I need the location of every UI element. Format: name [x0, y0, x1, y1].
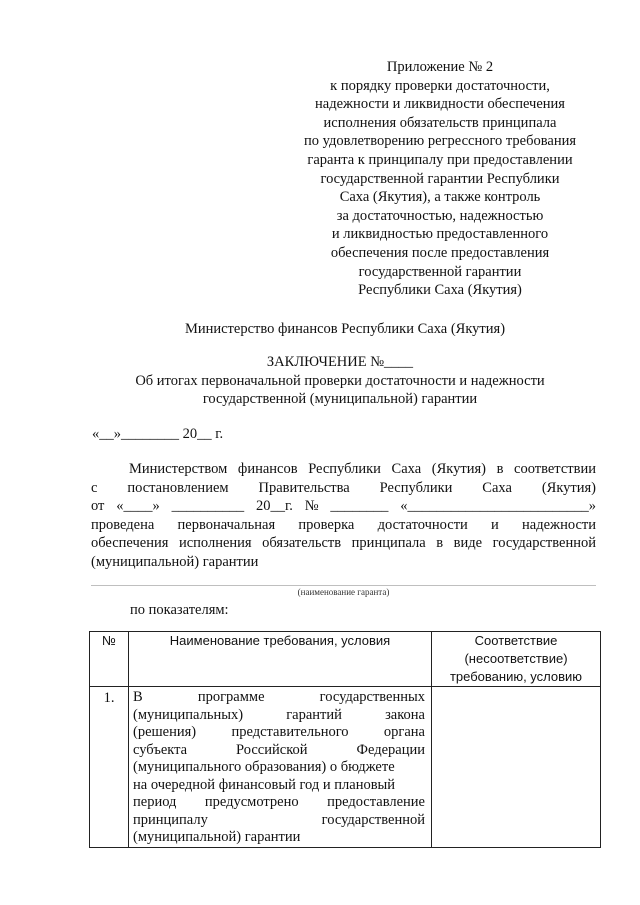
guarantor-caption: (наименование гаранта) — [297, 587, 390, 597]
word: государственных — [319, 689, 425, 705]
word: «____» — [116, 498, 160, 515]
word: постановлением — [127, 479, 229, 496]
appendix-line: Саха (Якутия), а также контроль — [339, 189, 541, 206]
word: предоставление — [327, 794, 425, 810]
word: (муниципального образования) о бюджете — [133, 759, 395, 775]
word: (муниципальных) — [133, 706, 244, 723]
requirement-line — [133, 707, 425, 725]
word: программе — [197, 689, 265, 705]
requirement-line — [133, 689, 425, 707]
appendix-line: государственной гарантии — [358, 263, 522, 280]
appendix-line: и ликвидностью предоставленного — [331, 226, 549, 243]
header-compliance — [432, 632, 601, 687]
word: закона — [385, 706, 425, 723]
paragraph-line-5 — [91, 534, 596, 553]
word: В — [133, 689, 143, 705]
word: органа — [383, 724, 425, 740]
row-number: 1. — [90, 687, 129, 848]
table-row — [90, 687, 601, 848]
word: принципала — [351, 535, 426, 552]
word: Российской — [236, 741, 308, 758]
word: достаточности — [377, 516, 468, 533]
word: Саха — [482, 479, 512, 496]
appendix-line: государственной гарантии Республики — [320, 170, 560, 187]
guarantor-fill-line — [91, 585, 596, 586]
word: __________ — [171, 498, 245, 515]
header-requirement: Наименование требования, условия — [129, 632, 432, 687]
word: ________ — [330, 498, 389, 515]
word: Федерации — [356, 741, 425, 758]
appendix-line: к порядку проверки достаточности, — [330, 77, 550, 94]
table-header-row — [90, 632, 601, 687]
header-compliance-line: (несоответствие) — [464, 651, 568, 666]
appendix-line: исполнения обязательств принципала — [323, 114, 557, 131]
word: Республики — [308, 461, 381, 477]
word: виде — [453, 535, 483, 552]
paragraph-line-3 — [91, 497, 596, 516]
row-compliance — [432, 687, 601, 848]
paragraph-line-1 — [91, 460, 596, 479]
header-number: № — [90, 632, 129, 687]
word: финансов — [237, 461, 298, 477]
paragraph-line-2 — [91, 479, 596, 498]
word: от — [91, 498, 105, 515]
word: гарантий — [286, 706, 342, 723]
word: на очередной финансовый год и плановый — [133, 776, 396, 793]
word: государственной — [492, 535, 596, 552]
word: период — [133, 794, 177, 810]
requirements-table — [89, 631, 601, 848]
word: обеспечения — [91, 535, 169, 552]
word: надежности — [522, 516, 596, 533]
appendix-line: за достаточностью, надежностью — [336, 207, 544, 224]
paragraph-line-4 — [91, 516, 596, 535]
word: первоначальная — [177, 516, 276, 533]
date-line: «__»________ 20__ г. — [92, 426, 224, 442]
word: в — [496, 461, 504, 477]
word: и — [491, 516, 499, 533]
appendix-line: надежности и ликвидности обеспечения — [315, 96, 565, 113]
indicators-label: по показателям: — [130, 602, 229, 618]
word: «_________________________» — [400, 498, 596, 515]
word: (Якутия) — [431, 461, 486, 477]
word: исполнения — [178, 535, 252, 552]
word: представительного — [231, 724, 349, 740]
word: проверка — [298, 516, 355, 533]
word: Республики — [379, 479, 453, 496]
word: принципалу — [133, 811, 208, 828]
requirement-line — [133, 812, 425, 830]
appendix-line: гаранта к принципалу при предоставлении — [307, 151, 573, 168]
word: с — [91, 479, 98, 496]
word: обязательств — [262, 535, 342, 552]
appendix-line: обеспечения после предоставления — [330, 244, 550, 261]
appendix-line: по удовлетворению регрессного требования — [303, 133, 577, 150]
main-paragraph — [91, 460, 596, 572]
word: (Якутия) — [541, 479, 596, 496]
requirement-line — [133, 777, 425, 795]
paragraph-line-6: (муниципальной) гарантии — [91, 553, 259, 570]
header-compliance-line: требованию, условию — [449, 669, 583, 684]
word: проведена — [91, 516, 155, 533]
appendix-line: Приложение № 2 — [386, 59, 494, 75]
word: предусмотрено — [204, 794, 299, 810]
ministry-name: Министерство финансов Республики Саха (Якутия) — [184, 321, 506, 337]
word: Министерством — [129, 461, 228, 477]
requirement-line — [133, 759, 425, 777]
conclusion-subtitle-line2: государственной (муниципальной) гарантии — [202, 391, 478, 408]
conclusion-subtitle-line1: Об итогах первоначальной проверки достаточности и надежности — [135, 372, 545, 389]
requirement-line — [133, 829, 425, 847]
word: 20__г. — [255, 498, 293, 515]
requirement-line — [133, 794, 425, 812]
word: (муниципальной) гарантии — [133, 829, 301, 845]
row-requirement — [129, 687, 432, 848]
conclusion-title: ЗАКЛЮЧЕНИЕ №____ — [266, 354, 414, 370]
conclusion-heading — [0, 353, 640, 409]
word: государственной — [321, 811, 425, 828]
appendix-line: Республики Саха (Якутия) — [358, 282, 522, 299]
word: № — [304, 498, 319, 515]
word: субъекта — [133, 741, 188, 758]
word: в — [436, 535, 444, 552]
requirement-line — [133, 742, 425, 760]
header-compliance-line: Соответствие — [474, 633, 558, 648]
appendix-block — [295, 58, 585, 300]
requirement-line — [133, 724, 425, 742]
word: соответствии — [514, 461, 596, 477]
word: Саха — [391, 461, 422, 477]
word: Правительства — [258, 479, 350, 496]
word: (решения) — [133, 724, 197, 740]
